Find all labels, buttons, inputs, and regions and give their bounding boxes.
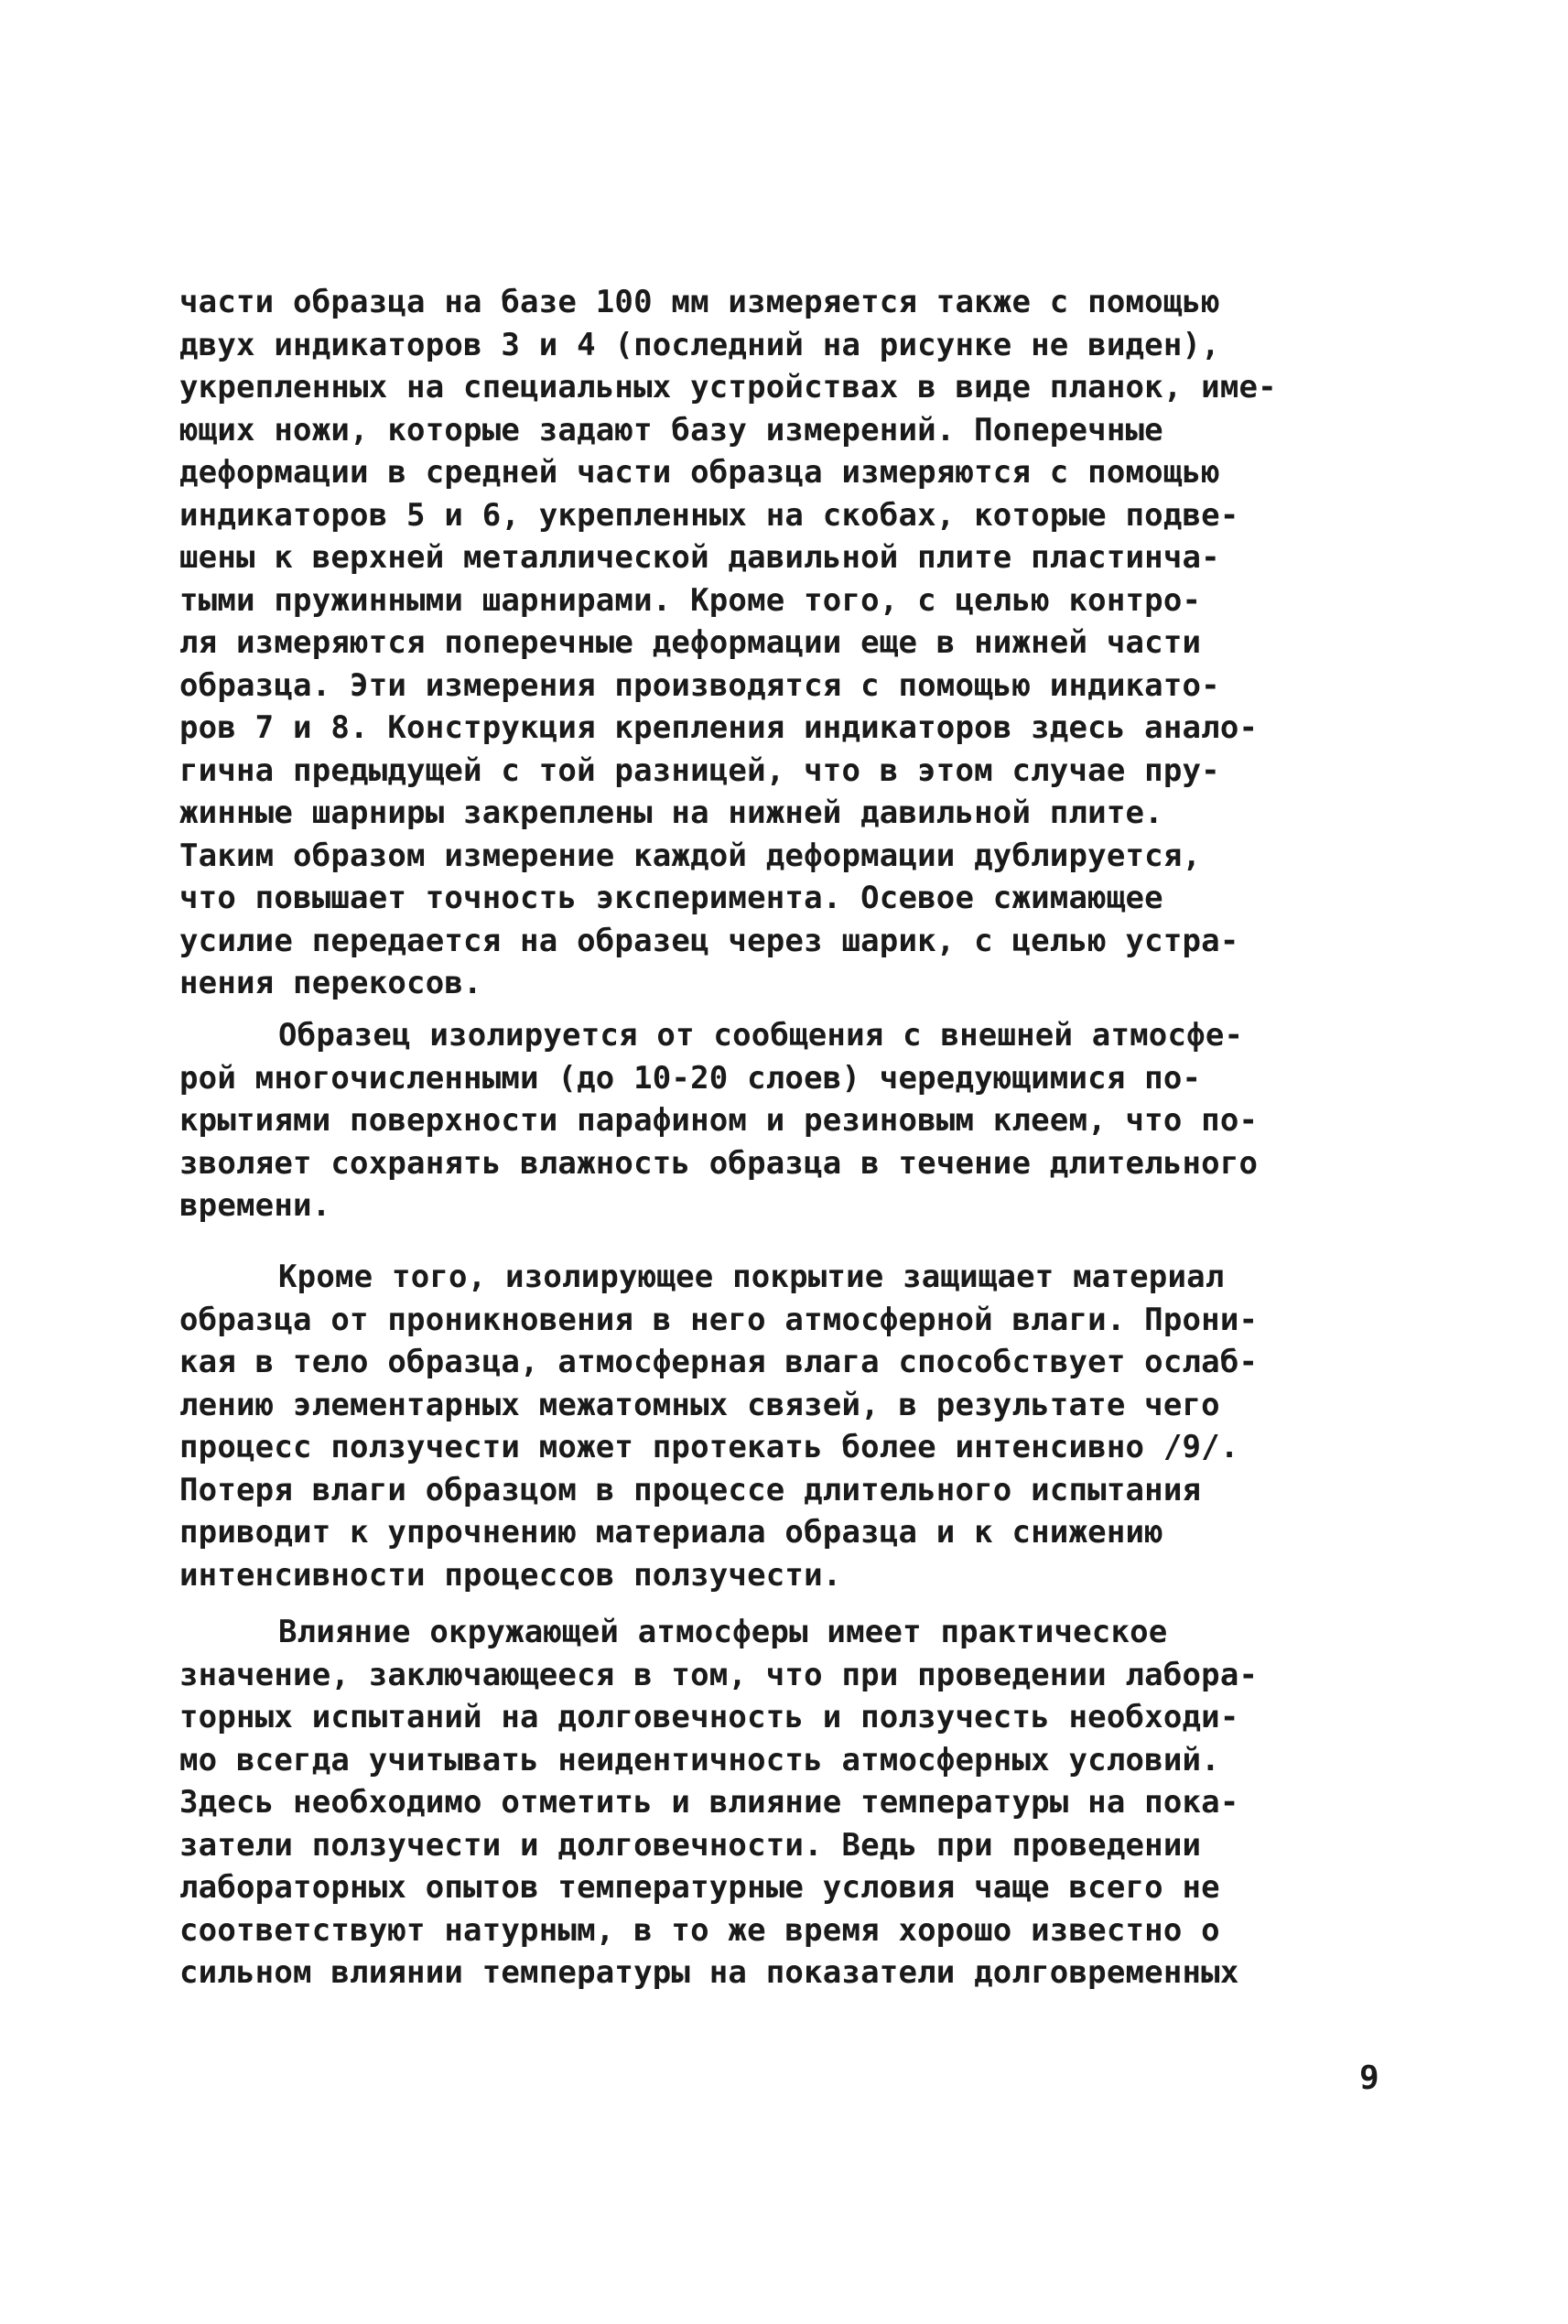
text-line: образца от проникновения в него атмосферной влаги. Прони- bbox=[179, 1301, 1259, 1338]
text-line: образца. Эти измерения производятся с помощью индикато- bbox=[179, 666, 1220, 704]
text-line: двух индикаторов 3 и 4 (последний на рисунке не виден), bbox=[179, 326, 1220, 363]
text-line: мо всегда учитывать неидентичность атмосферных условий. bbox=[179, 1741, 1220, 1778]
text-line: нения перекосов. bbox=[179, 965, 482, 1001]
text-line: сильном влиянии температуры на показатели долговременных bbox=[179, 1954, 1239, 1991]
text-line: Таким образом измерение каждой деформации дублируется, bbox=[179, 837, 1202, 874]
text-line: лабораторных опытов температурные условия чаще всего не bbox=[179, 1869, 1220, 1906]
text-line: индикаторов 5 и 6, укрепленных на скобах, которые подве- bbox=[179, 496, 1239, 534]
text-line: Потеря влаги образцом в процессе длительного испытания bbox=[179, 1471, 1202, 1508]
text-line: Образец изолируется от сообщения с внешней атмосфе- bbox=[278, 1017, 1244, 1054]
paragraph-4 bbox=[179, 1611, 1397, 1994]
paragraph-1 bbox=[179, 281, 1397, 1005]
text-line: укрепленных на специальных устройствах в виде планок, име- bbox=[179, 369, 1277, 405]
paragraph-2 bbox=[179, 1014, 1397, 1227]
text-line: приводит к упрочнению материала образца и к снижению bbox=[179, 1514, 1163, 1551]
page-number: 9 bbox=[1359, 2059, 1379, 2097]
text-line: интенсивности процессов ползучести. bbox=[179, 1556, 842, 1594]
text-line: ющих ножи, которые задают базу измерений. Поперечные bbox=[179, 411, 1163, 449]
text-line: значение, заключающееся в том, что при проведении лабора- bbox=[179, 1656, 1259, 1693]
text-line: лению элементарных межатомных связей, в результате чего bbox=[179, 1386, 1220, 1423]
text-line: Кроме того, изолирующее покрытие защищает материал bbox=[278, 1259, 1225, 1295]
text-line: зволяет сохранять влажность образца в течение длительного bbox=[179, 1144, 1259, 1182]
text-line: затели ползучести и долговечности. Ведь при проведении bbox=[179, 1826, 1202, 1864]
text-line: торных испытаний на долговечность и ползучесть необходи- bbox=[179, 1699, 1239, 1735]
text-line: кая в тело образца, атмосферная влага способствует ослаб- bbox=[179, 1344, 1259, 1380]
text-line: Здесь необходимо отметить и влияние температуры на пока- bbox=[179, 1784, 1239, 1821]
text-line: части образца на базе 100 мм измеряется также с помощью bbox=[179, 284, 1220, 320]
text-line: шены к верхней металлической давильной плите пластинча- bbox=[179, 539, 1220, 576]
text-line: процесс ползучести может протекать более интенсивно /9/. bbox=[179, 1429, 1239, 1465]
text-line: тыми пружинными шарнирами. Кроме того, с целью контро- bbox=[179, 581, 1202, 619]
text-line: усилие передается на образец через шарик, с целью устра- bbox=[179, 922, 1239, 959]
text-line: гична предыдущей с той разницей, что в этом случае пру- bbox=[179, 751, 1220, 789]
text-line: крытиями поверхности парафином и резиновым клеем, что по- bbox=[179, 1102, 1259, 1139]
paragraph-3 bbox=[179, 1256, 1397, 1596]
text-line: Влияние окружающей атмосферы имеет практическое bbox=[278, 1614, 1168, 1650]
text-line: рой многочисленными (до 10-20 слоев) чередующимися по- bbox=[179, 1059, 1202, 1097]
text-line: деформации в средней части образца измеряются с помощью bbox=[179, 454, 1220, 491]
text-line: соответствуют натурным, в то же время хорошо известно о bbox=[179, 1911, 1220, 1949]
text-line: жинные шарниры закреплены на нижней давильной плите. bbox=[179, 794, 1163, 831]
text-line: ров 7 и 8. Конструкция крепления индикаторов здесь анало- bbox=[179, 709, 1259, 746]
text-line: ля измеряются поперечные деформации еще в нижней части bbox=[179, 624, 1202, 661]
text-line: что повышает точность эксперимента. Осевое сжимающее bbox=[179, 880, 1163, 916]
text-line: времени. bbox=[179, 1187, 331, 1224]
